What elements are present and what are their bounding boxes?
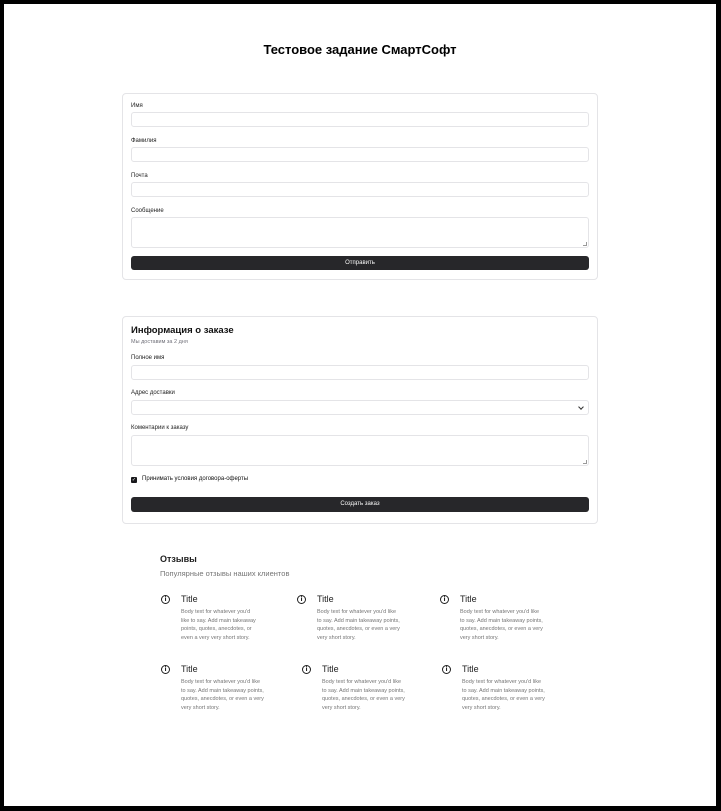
info-icon: i	[302, 665, 311, 674]
review-title: Title	[181, 594, 198, 604]
address-select[interactable]	[131, 400, 589, 415]
info-icon: i	[442, 665, 451, 674]
review-body: Body text for whatever you'd like to say. Add main takeaway points, quotes, anecdotes, or even a very very short story.	[181, 609, 256, 641]
reviews-title: Отзывы	[160, 554, 197, 564]
review-body: Body text for whatever you'd like to say. Add main takeaway points, quotes, anecdotes, or even a very very short story.	[322, 679, 405, 711]
email-label: Почта	[131, 173, 148, 179]
terms-checkbox[interactable]: ✓	[131, 477, 137, 483]
comment-textarea[interactable]	[131, 435, 589, 466]
review-title: Title	[462, 664, 479, 674]
page	[4, 4, 716, 806]
review-body: Body text for whatever you'd like to say. Add main takeaway points, quotes, anecdotes, or even a very very short story.	[460, 609, 543, 641]
order-form-subtitle: Мы доставим за 2 дня	[131, 339, 188, 345]
create-order-button[interactable]: Создать заказ	[131, 497, 589, 512]
order-form-card	[122, 316, 598, 524]
order-form-title: Информация о заказе	[131, 325, 234, 336]
address-label: Адрес доставки	[131, 390, 175, 396]
review-title: Title	[317, 594, 334, 604]
chevron-down-icon	[578, 404, 584, 410]
review-title: Title	[460, 594, 477, 604]
last-name-input[interactable]	[131, 147, 589, 162]
terms-label[interactable]: Принимать условия договора-оферты	[142, 476, 249, 482]
message-textarea[interactable]	[131, 217, 589, 248]
comment-label: Коментарии к заказу	[131, 425, 189, 431]
review-title: Title	[181, 664, 198, 674]
review-body: Body text for whatever you'd like to say. Add main takeaway points, quotes, anecdotes, or even a very very short story.	[462, 679, 545, 711]
email-input[interactable]	[131, 182, 589, 197]
review-body: Body text for whatever you'd like to say. Add main takeaway points, quotes, anecdotes, or even a very very short story.	[181, 679, 264, 711]
full-name-input[interactable]	[131, 365, 589, 380]
info-icon: i	[161, 595, 170, 604]
send-button[interactable]: Отправить	[131, 256, 589, 270]
contact-form-card	[122, 93, 598, 280]
message-label: Сообщение	[131, 208, 164, 214]
review-body: Body text for whatever you'd like to say. Add main takeaway points, quotes, anecdotes, or even a very very short story.	[317, 609, 400, 641]
first-name-input[interactable]	[131, 112, 589, 127]
info-icon: i	[440, 595, 449, 604]
full-name-label: Полное имя	[131, 355, 165, 361]
reviews-subtitle: Популярные отзывы наших клиентов	[160, 569, 290, 578]
review-title: Title	[322, 664, 339, 674]
last-name-label: Фамилия	[131, 138, 157, 144]
resize-grip-icon[interactable]	[583, 460, 587, 464]
first-name-label: Имя	[131, 103, 143, 109]
info-icon: i	[161, 665, 170, 674]
page-title: Тестовое задание СмартСофт	[263, 42, 457, 57]
info-icon: i	[297, 595, 306, 604]
resize-grip-icon[interactable]	[583, 242, 587, 246]
